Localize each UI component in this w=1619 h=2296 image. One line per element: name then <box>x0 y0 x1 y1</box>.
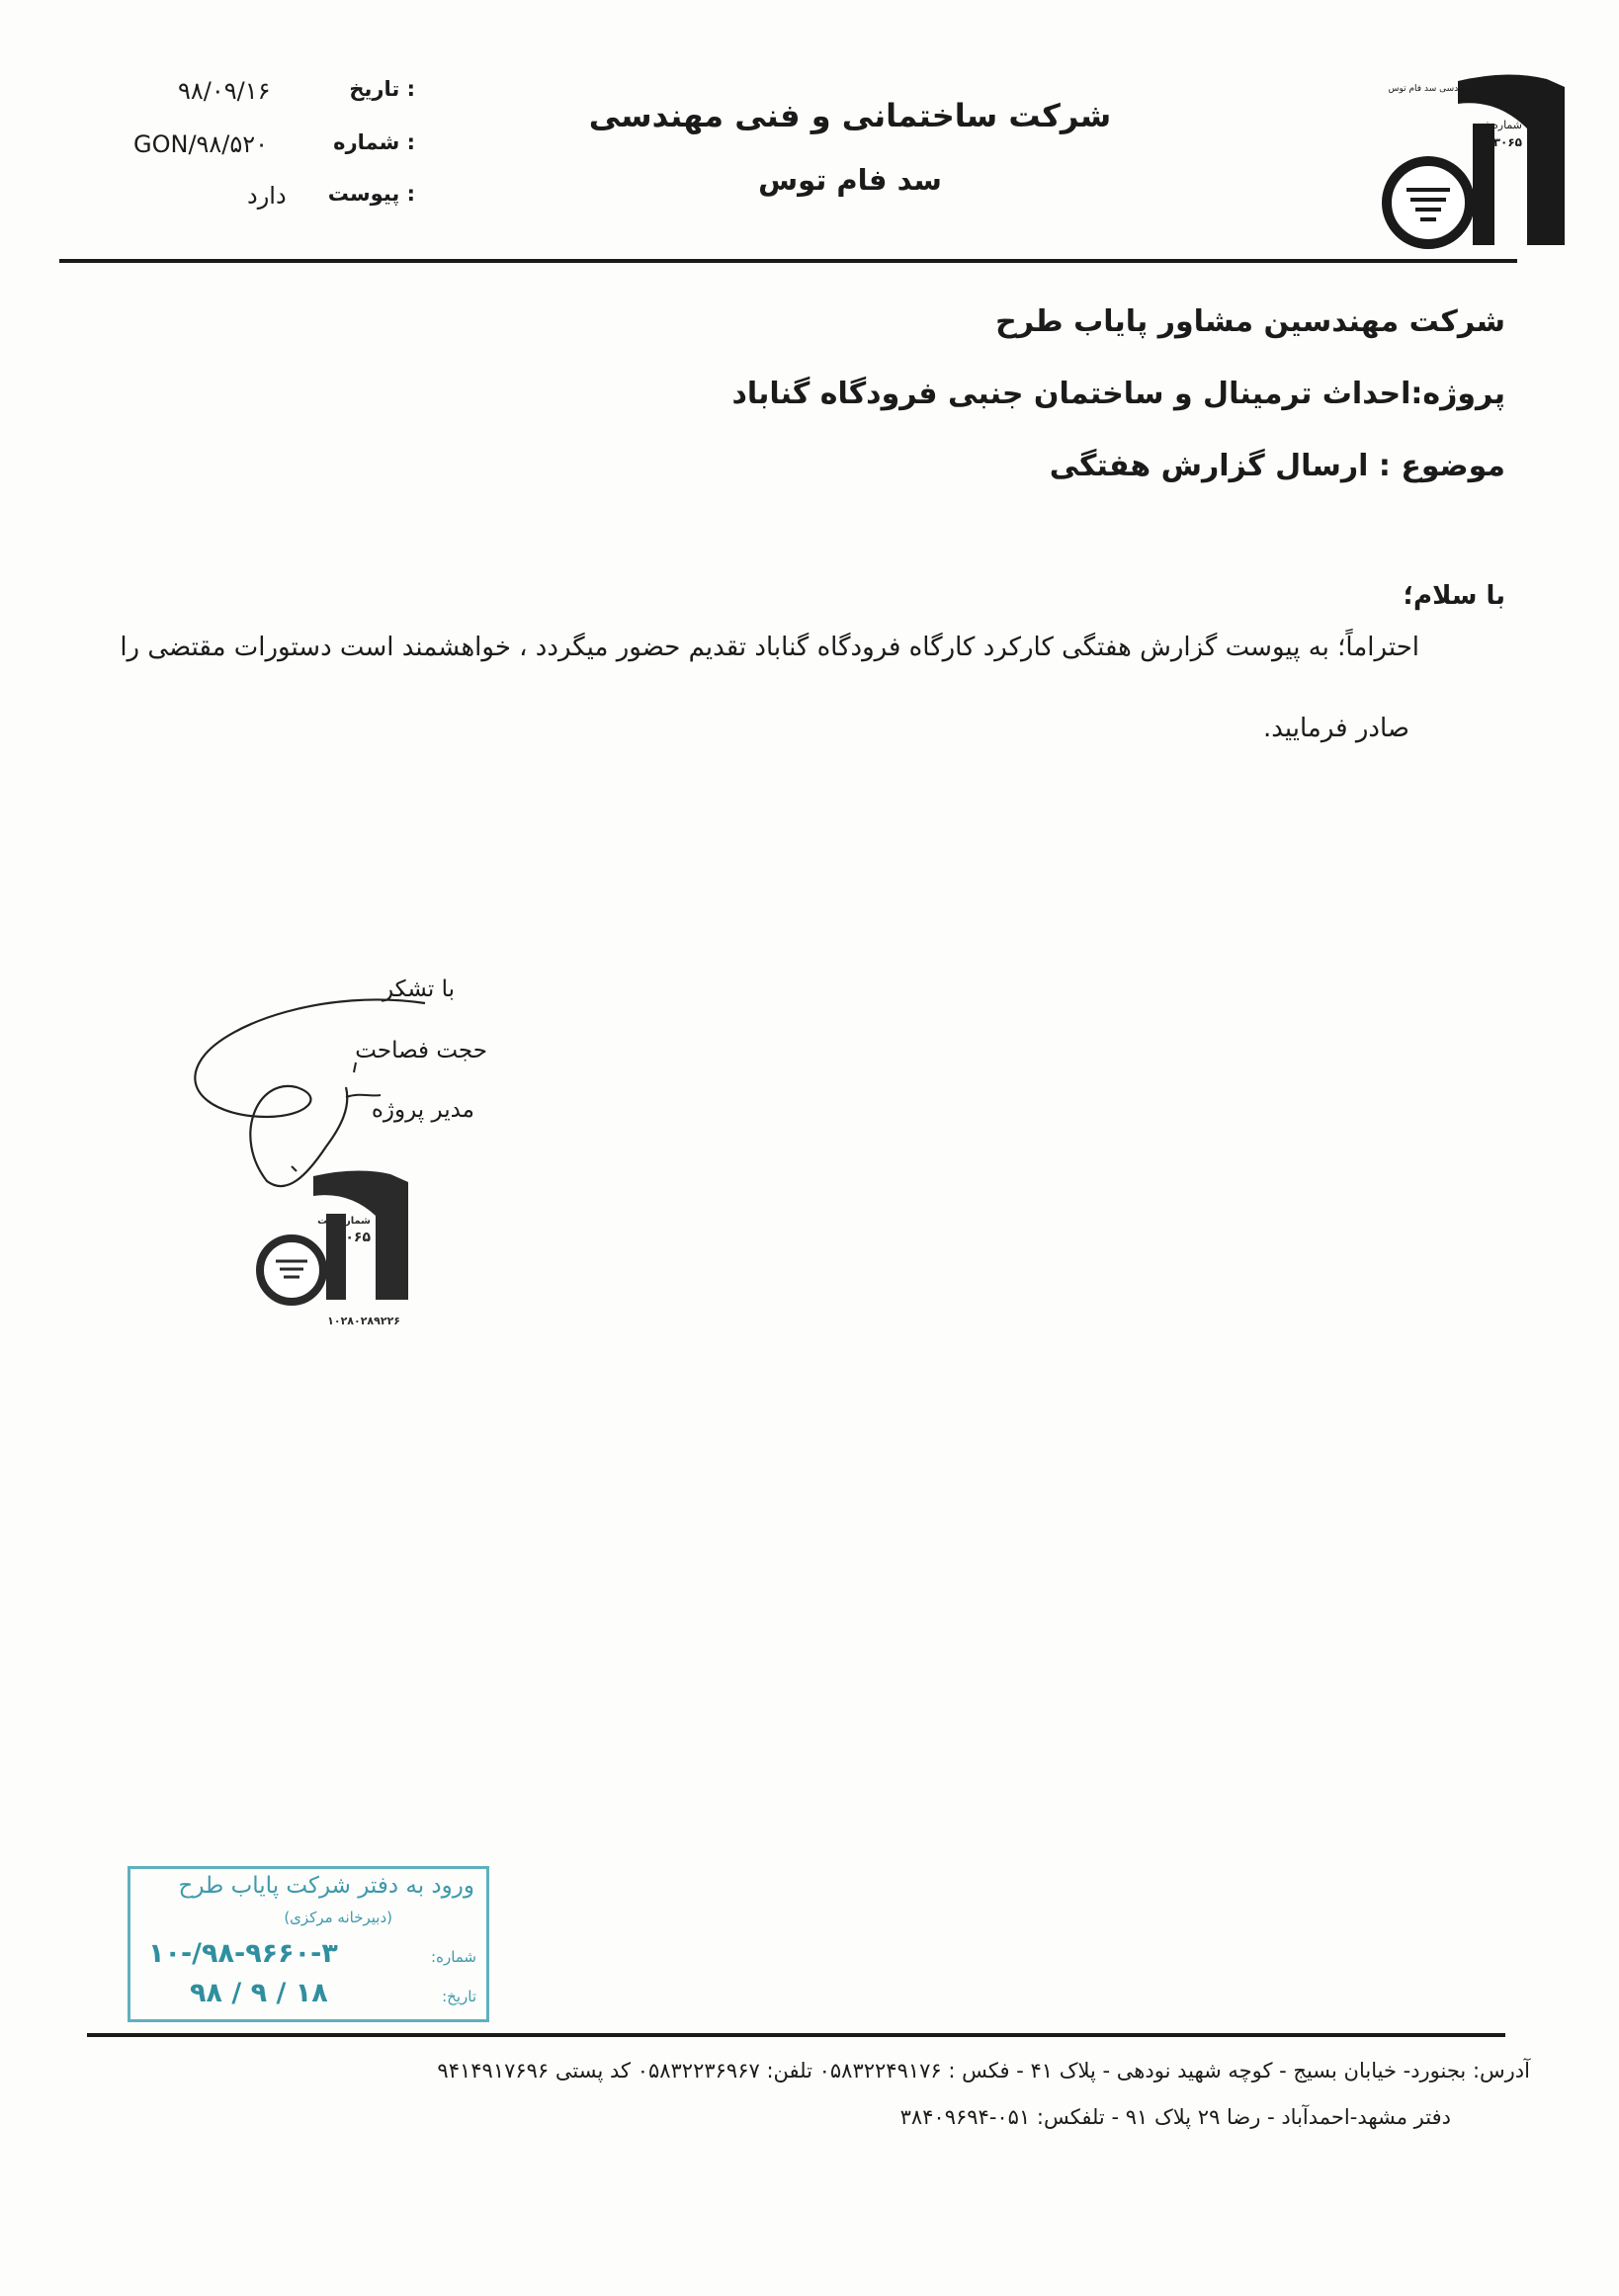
recipient: شرکت مهندسین مشاور پایاب طرح <box>995 304 1505 339</box>
date-row <box>128 77 415 117</box>
stamp-date-value: ۹۸ / ۹ / ۱۸ <box>190 1978 328 2008</box>
attachment-value: دارد <box>247 182 287 210</box>
number-row <box>128 130 415 170</box>
header-divider <box>59 259 1517 263</box>
closing: با تشکر <box>382 977 455 1002</box>
logo-ring-text: شرکت ساختمانی و فنی مهندسی سد فام توس <box>1388 84 1562 94</box>
logo-reg-label: شماره ثبت <box>1472 119 1522 131</box>
attachment-label: پیوست : <box>327 182 415 206</box>
company-seal <box>242 1166 420 1334</box>
date-label: تاریخ : <box>349 77 415 101</box>
stamp-subtitle: (دبیرخانه مرکزی) <box>284 1909 392 1926</box>
project-line: پروژه:احداث ترمینال و ساختمان جنبی فرودگاه گناباد <box>731 377 1505 411</box>
body-line-2: صادر فرمایید. <box>1262 714 1409 743</box>
footer-divider <box>87 2033 1505 2037</box>
signer-title: مدیر پروژه <box>371 1097 474 1123</box>
logo-reg-number: ۳۰۶۵ <box>1492 135 1522 149</box>
attachment-row <box>128 182 415 221</box>
date-value: ۹۸/۰۹/۱۶ <box>178 77 271 105</box>
signer-name: حجت فصاحت <box>355 1038 487 1063</box>
company-subtitle: سد فام توس <box>758 163 942 197</box>
company-logo <box>1379 69 1572 257</box>
greeting: با سلام؛ <box>1403 581 1505 611</box>
footer-address: آدرس: بجنورد- خیابان بسیج - کوچه شهید نودهی - پلاک ۴۱ - فکس : ۰۵۸۳۲۲۴۹۱۷۶ تلفن: ۰۵۸۳۲۲۳۶۹۶۷ کد پستی ۹۴۱۴۹۱۷۶۹۶ <box>437 2059 1530 2083</box>
subject-line: موضوع : ارسال گزارش هفتگی <box>1049 449 1505 483</box>
stamp-date-label: تاریخ: <box>442 1988 476 2005</box>
seal-reg-number: ۳۰۶۵ <box>336 1230 371 1245</box>
stamp-number-label: شماره: <box>431 1948 476 1966</box>
body-line-1: احتراماً؛ به پیوست گزارش هفتگی کارکرد کارگاه فرودگاه گناباد تقدیم حضور میگردد ، خواهشمند است دستورات مقتضی را <box>120 633 1419 662</box>
stamp-number-value: ۱۰-/۹۸-۹۶۶۰-۳ <box>148 1938 338 1969</box>
number-label: شماره : <box>333 130 415 154</box>
number-value: GON/۹۸/۵۲۰ <box>133 130 269 158</box>
company-name: شرکت ساختمانی و فنی مهندسی <box>588 97 1112 134</box>
seal-reg-label: شماره ثبت <box>317 1216 371 1227</box>
seal-national-id: ۱۰۲۸۰۲۸۹۲۲۶ <box>327 1315 400 1327</box>
receipt-stamp <box>128 1866 489 2022</box>
footer-office: دفتر مشهد-احمدآباد - رضا ۲۹ پلاک ۹۱ - تلفکس: ۰۵۱-۳۸۴۰۹۶۹۴ <box>899 2105 1451 2129</box>
stamp-title: ورود به دفتر شرکت پایاب طرح <box>178 1873 474 1899</box>
